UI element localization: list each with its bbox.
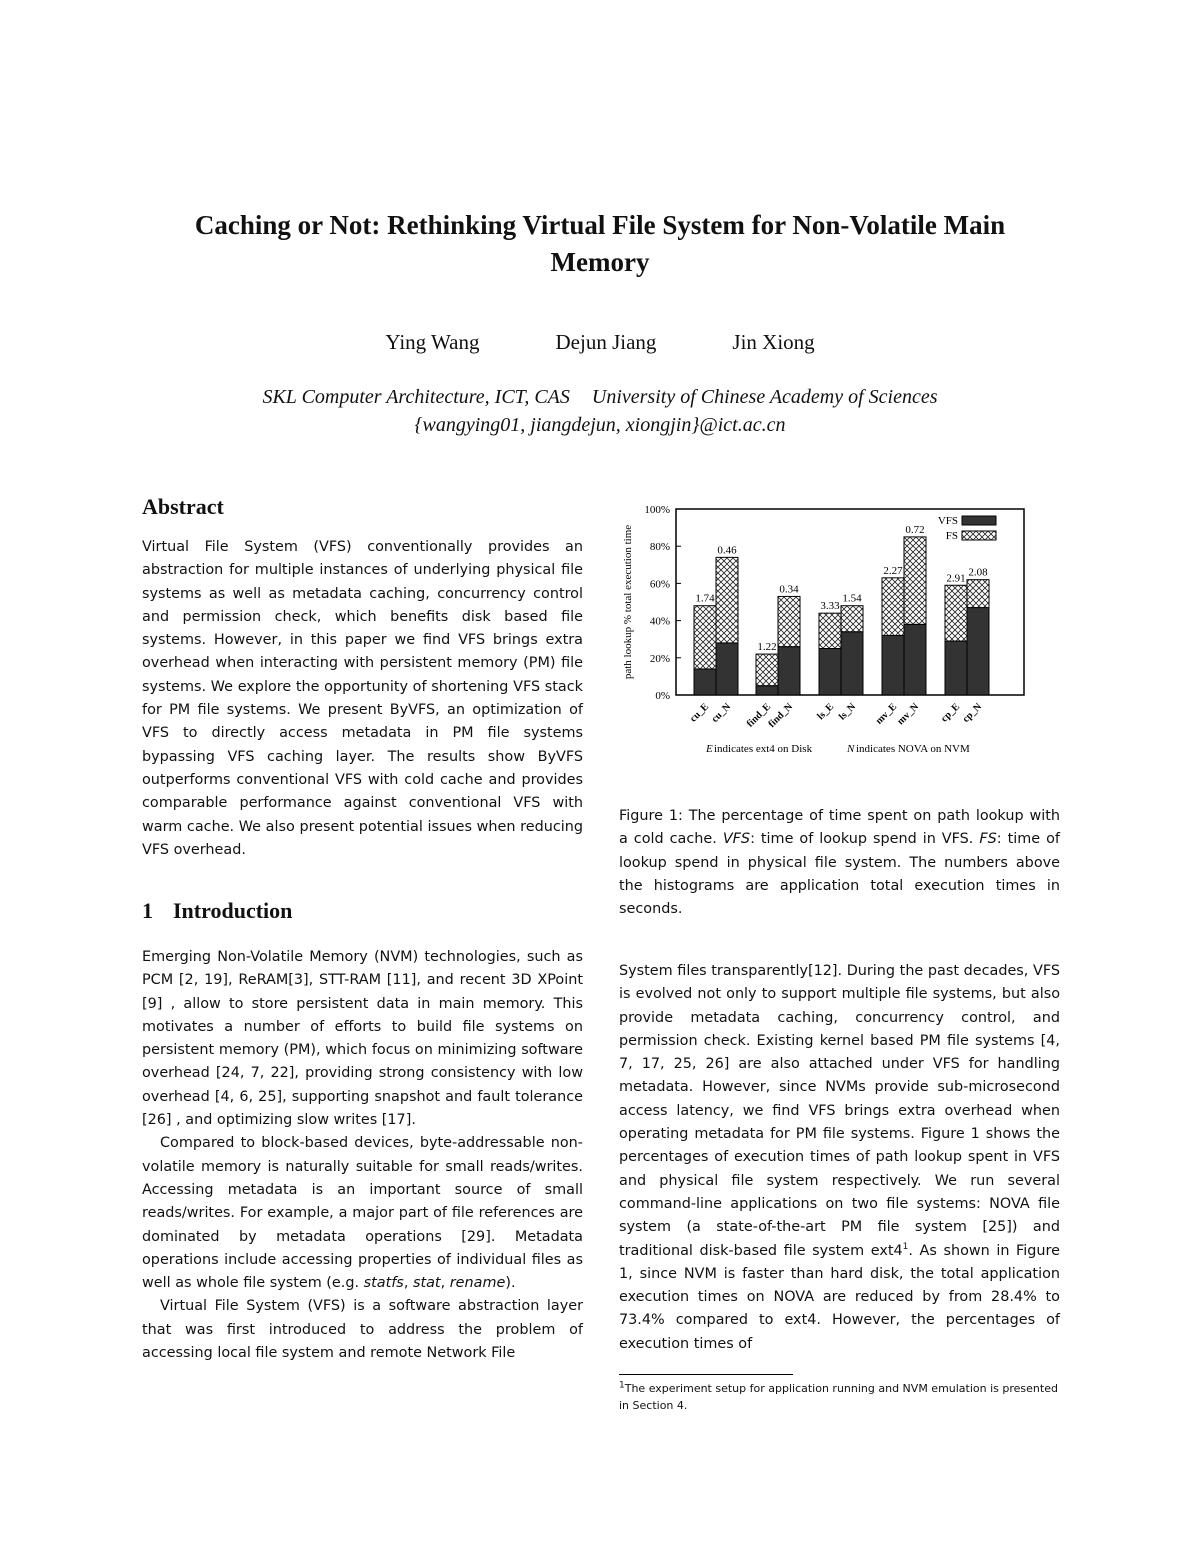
author-list	[0, 330, 1200, 355]
bar-data-label: 3.33	[820, 600, 840, 613]
footnote-rule	[619, 1374, 793, 1375]
footnote-marker: 1	[902, 1241, 909, 1252]
y-tick-label: 100%	[644, 504, 670, 516]
bar-vfs	[882, 635, 904, 695]
bar-fs	[967, 580, 989, 608]
bar-vfs	[904, 624, 926, 695]
author: Jin Xiong	[732, 330, 815, 354]
bar-data-label: 2.08	[968, 566, 988, 579]
intro-paragraph-3: Virtual File System (VFS) is a software abstraction layer that was first introduced to address the problem of accessing local file system and remote Network File	[142, 1298, 583, 1362]
figure-caption: Figure 1: The percentage of time spent on path lookup with a cold cache. VFS: time of lookup spend in VFS. FS: time of lookup spend in physical file system. The numbers above the histograms are application total execution times in seconds.	[619, 808, 1060, 918]
bar-vfs	[945, 641, 967, 695]
bar-fs	[945, 585, 967, 641]
bar-fs	[694, 606, 716, 669]
x-tick-label: mv_N	[895, 701, 922, 728]
x-tick-label: cp_E	[939, 701, 963, 725]
note-e-text: indicates ext4 on Disk	[714, 743, 813, 755]
bar-data-label: 1.54	[842, 592, 862, 605]
bar-vfs	[841, 632, 863, 695]
abstract-heading: Abstract	[142, 494, 224, 519]
email: {wangying01, jiangdejun, xiongjin}@ict.ac.cn	[414, 414, 786, 436]
y-tick-label: 60%	[649, 578, 670, 591]
intro-paragraph-2: Compared to block-based devices, byte-addressable non-volatile memory is naturally suitable for small reads/writes. Accessing metadata is an important source of small reads/writes. For example, a major part of file references are dominated by metadata operations [29]. Metadata operations include accessing properties of individual files as well as whole file system (e.g. statfs, stat, rename).	[142, 1135, 583, 1292]
note-e-mark: E	[706, 743, 713, 755]
bar-data-label: 0.34	[779, 583, 799, 596]
bar-fs	[904, 537, 926, 624]
author: Dejun Jiang	[555, 330, 657, 354]
paper-title	[150, 207, 1050, 281]
x-tick-label: cp_N	[960, 701, 985, 725]
intro-left-column	[142, 946, 583, 1365]
abstract-text: Virtual File System (VFS) conventionally provides an abstraction for multiple instances of underlying physical file systems as well as metadata caching, concurrency control and permission check, which benefits disk based file systems. However, in this paper we find VFS brings extra overhead when interacting with persistent memory (PM) file systems. We explore the opportunity of shortening VFS stack for PM file systems. We present ByVFS, an optimization of VFS to directly access metadata in PM file systems bypassing VFS caching layer. The results show ByVFS outperforms conventional VFS with cold cache and provides comparable performance against conventional VFS with warm cache. We also present potential issues when reducing VFS overhead.	[142, 539, 583, 858]
bar-data-label: 2.27	[883, 564, 903, 577]
x-tick-label: find_N	[766, 701, 796, 730]
legend-label-vfs: VFS	[937, 515, 958, 527]
intro-right-column	[619, 960, 1060, 1356]
section-number: 1	[142, 898, 153, 923]
bar-data-label: 1.74	[695, 592, 715, 605]
bar-fs	[882, 578, 904, 636]
legend-swatch-fs	[962, 531, 996, 540]
bar-data-label: 1.22	[757, 641, 777, 654]
section-title: Introduction	[173, 898, 293, 923]
intro-paragraph-1: Emerging Non-Volatile Memory (NVM) technologies, such as PCM [2, 19], ReRAM[3], STT-RAM [11], and recent 3D XPoint [9] , allow to store persistent data in main memory. This motivates a number of efforts to build file systems on persistent memory (PM), which focus on minimizing software overhead [24, 7, 22], providing strong consistency with low overhead [4, 6, 25], supporting snapshot and fault tolerance [26] , and optimizing slow writes [17].	[142, 949, 583, 1129]
footnote: $^1$The experiment setup for application running and NVM emulation is presented in Section 4.	[619, 1380, 1058, 1412]
bar-fs	[819, 613, 841, 648]
bar-fs	[716, 557, 738, 643]
affiliation-2: University of Chinese Academy of Sciences	[591, 386, 938, 408]
figure-1-chart	[610, 495, 1070, 765]
bar-vfs	[778, 647, 800, 695]
author: Ying Wang	[385, 330, 480, 354]
bar-vfs	[967, 608, 989, 695]
y-tick-label: 20%	[649, 652, 670, 665]
x-tick-label: ls_N	[836, 701, 859, 723]
bar-fs	[778, 596, 800, 646]
intro-heading	[142, 898, 292, 924]
bar-vfs	[756, 686, 778, 695]
intro-paragraph-continued: System files transparently[12]. During the past decades, VFS is evolved not only to support multiple file systems, but also provide metadata caching, concurrency control, and permission check. Existing kernel based PM file systems [4, 7, 17, 25, 26] are also attached under VFS for handling metadata. However, since NVMs provide sub-microsecond access latency, we find VFS brings extra overhead when operating metadata for PM file systems. Figure 1 shows the percentages of execution times of path lookup spent in VFS and physical file system respectively. We run several command-line applications on two file systems: NOVA file system (a state-of-the-art PM file system [25]) and traditional disk-based file system $ext4^1$. As shown in Figure 1, since NVM is faster than hard disk, the total application execution times on NOVA are reduced by from 28.4% to 73.4% compared to ext4. However, the percentages of execution times of	[619, 963, 1060, 1352]
bar-data-label: 0.46	[717, 544, 737, 557]
bar-vfs	[716, 643, 738, 695]
x-tick-label: cu_N	[709, 701, 734, 725]
title-line-2: Memory	[550, 247, 650, 277]
x-tick-label: cu_E	[688, 701, 712, 725]
x-tick-label: mv_E	[873, 701, 900, 727]
y-tick-label: 0%	[655, 690, 670, 702]
y-tick-label: 40%	[649, 615, 670, 628]
y-tick-label: 80%	[649, 541, 670, 554]
bar-vfs	[819, 649, 841, 696]
legend-swatch-vfs	[962, 516, 996, 525]
note-n-mark: N	[847, 743, 855, 755]
legend-label-fs: FS	[945, 530, 958, 542]
note-n-text: indicates NOVA on NVM	[856, 743, 970, 755]
affiliation-1: SKL Computer Architecture, ICT, CAS	[262, 386, 570, 408]
bar-vfs	[694, 669, 716, 695]
x-tick-label: ls_E	[815, 701, 837, 723]
x-tick-label: find_E	[744, 701, 774, 730]
bar-fs	[841, 606, 863, 632]
affiliations	[0, 383, 1200, 439]
abstract-body	[142, 536, 583, 862]
y-axis-label: path lookup % total execution time	[622, 524, 634, 680]
bar-data-label: 0.72	[905, 523, 925, 536]
bar-fs	[756, 654, 778, 686]
bar-data-label: 2.91	[946, 572, 966, 585]
title-line-1: Caching or Not: Rethinking Virtual File System for Non-Volatile Main	[194, 210, 1006, 240]
